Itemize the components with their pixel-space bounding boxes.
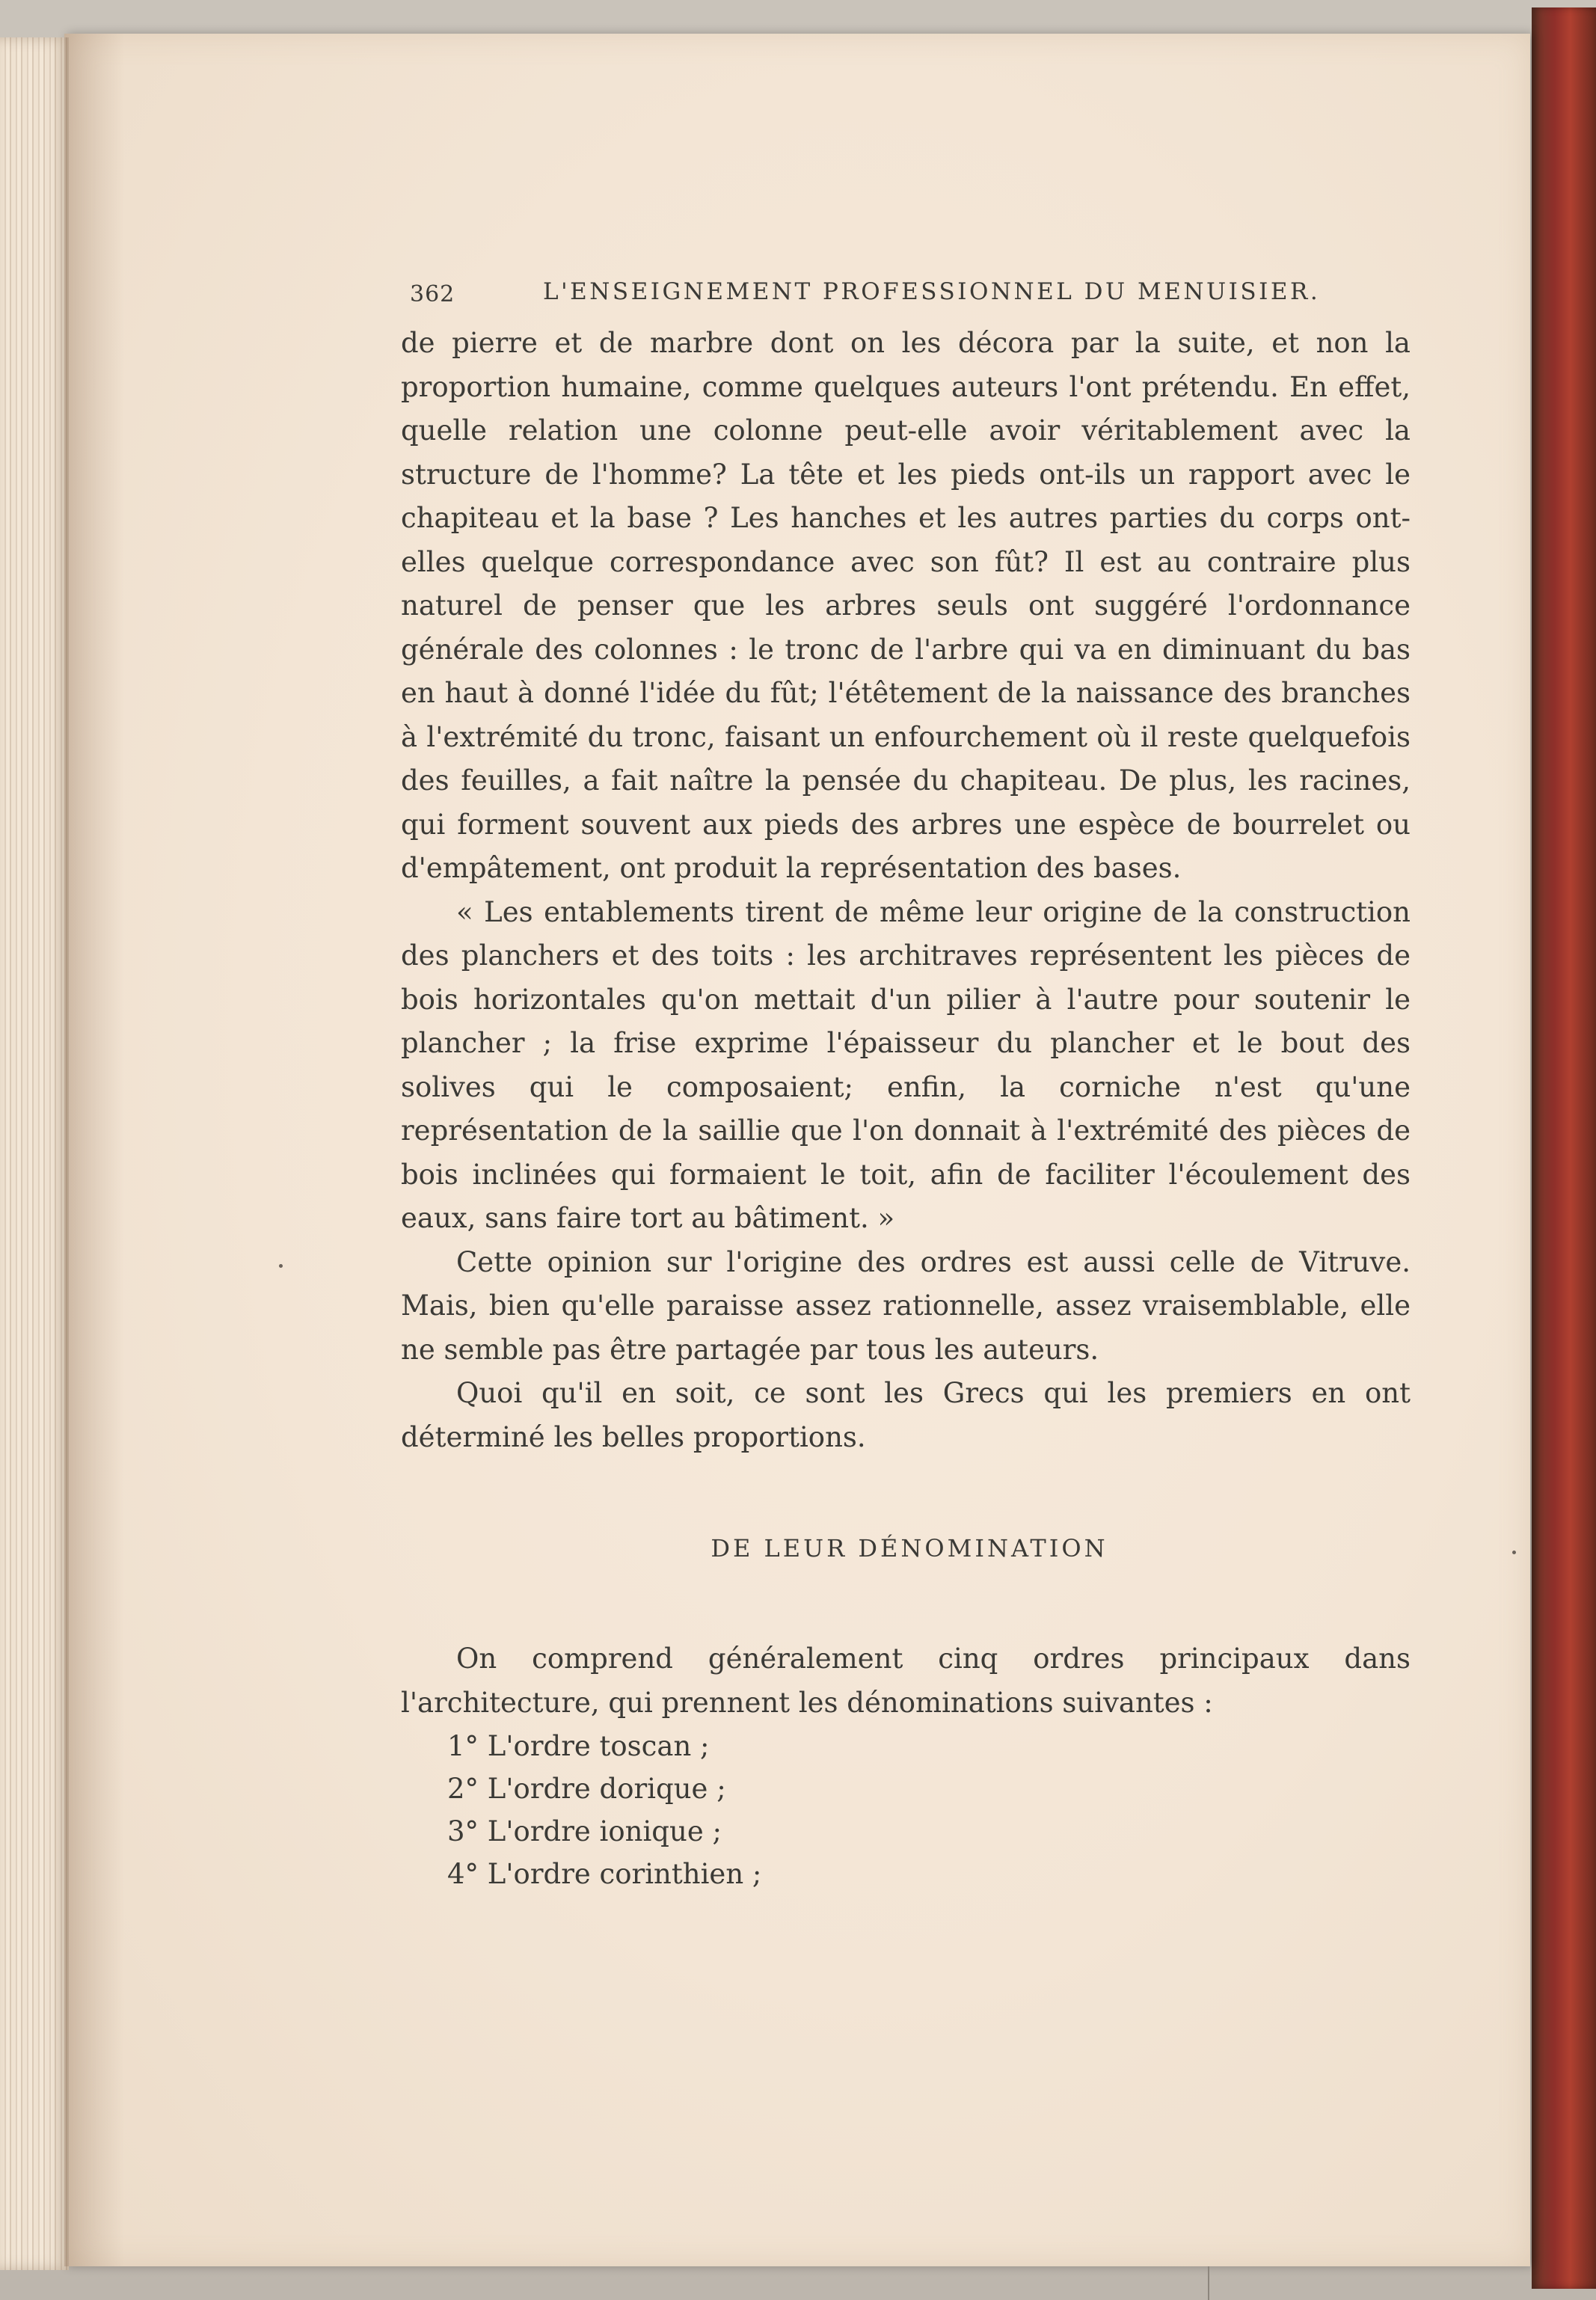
body-paragraph-2: « Les entablements tirent de même leur origine de la construction des planchers et des toits : les architraves représentent les pièces de bois horizontales qu'on mettait d'un pilier à l'autre pour soutenir le plancher ; la frise exprime l'épaisseur du plancher et le bout des solives qui le composaient; enfin, la corniche n'est qu'une représentation de la saillie que l'on donnait à l'extrémité des pièces de bois inclinées qui formaient le toit, afin de faciliter l'écoulement des eaux, sans faire tort au bâtiment. » (401, 895, 1411, 1234)
body-paragraph-4: Quoi qu'il en soit, ce sont les Grecs qui les premiers en ont déterminé les belles proportions. (401, 1377, 1411, 1453)
list-item: 1° L'ordre toscan ; (447, 1730, 710, 1762)
body-paragraph-3: Cette opinion sur l'origine des ordres est aussi celle de Vitruve. Mais, bien qu'elle paraisse assez rationnelle, assez vraisemblable, elle ne semble pas être partagée par tous les auteurs. (401, 1245, 1411, 1366)
page-text-block (401, 269, 1411, 1895)
orders-list (401, 1725, 1411, 1895)
page-number: 362 (410, 281, 455, 307)
scan-mark (1208, 2266, 1209, 2300)
running-head (401, 269, 1411, 322)
gutter-shadow (64, 34, 124, 2266)
running-head-title: L'ENSEIGNEMENT PROFESSIONNEL DU MENUISIER. (543, 278, 1321, 305)
paper-speck (279, 1264, 283, 1268)
section-heading: DE LEUR DÉNOMINATION (710, 1534, 1108, 1563)
book-cover-edge (1532, 7, 1596, 2289)
list-item: 3° L'ordre ionique ; (447, 1815, 722, 1847)
page-edges (0, 37, 69, 2270)
list-item: 4° L'ordre corinthien ; (447, 1858, 762, 1890)
list-item: 2° L'ordre dorique ; (447, 1773, 726, 1805)
body-paragraph-1: de pierre et de marbre dont on les décora par la suite, et non la proportion humaine, comme quelques auteurs l'ont prétendu. En effet, quelle relation une colonne peut-elle avoir véritablement avec la structure de l'homme? La tête et les pieds ont-ils un rapport avec le chapiteau et la base ? Les hanches et les autres parties du corps ont-elles quelque correspondance avec son fût? Il est au contraire plus naturel de penser que les arbres seuls ont suggéré l'ordonnance générale des colonnes : le tronc de l'arbre qui va en diminuant du bas en haut à donné l'idée du fût; l'étêtement de la naissance des branches à l'extrémité du tronc, faisant un enfourchement où il reste quelquefois des feuilles, a fait naître la pensée du chapiteau. De plus, les racines, qui forment souvent aux pieds des arbres une espèce de bourrelet ou d'empâtement, ont produit la représentation des bases. (401, 327, 1411, 884)
paper-speck (1512, 1551, 1516, 1554)
section-intro-paragraph: On comprend généralement cinq ordres principaux dans l'architecture, qui prennent les dénominations suivantes : (401, 1643, 1411, 1719)
